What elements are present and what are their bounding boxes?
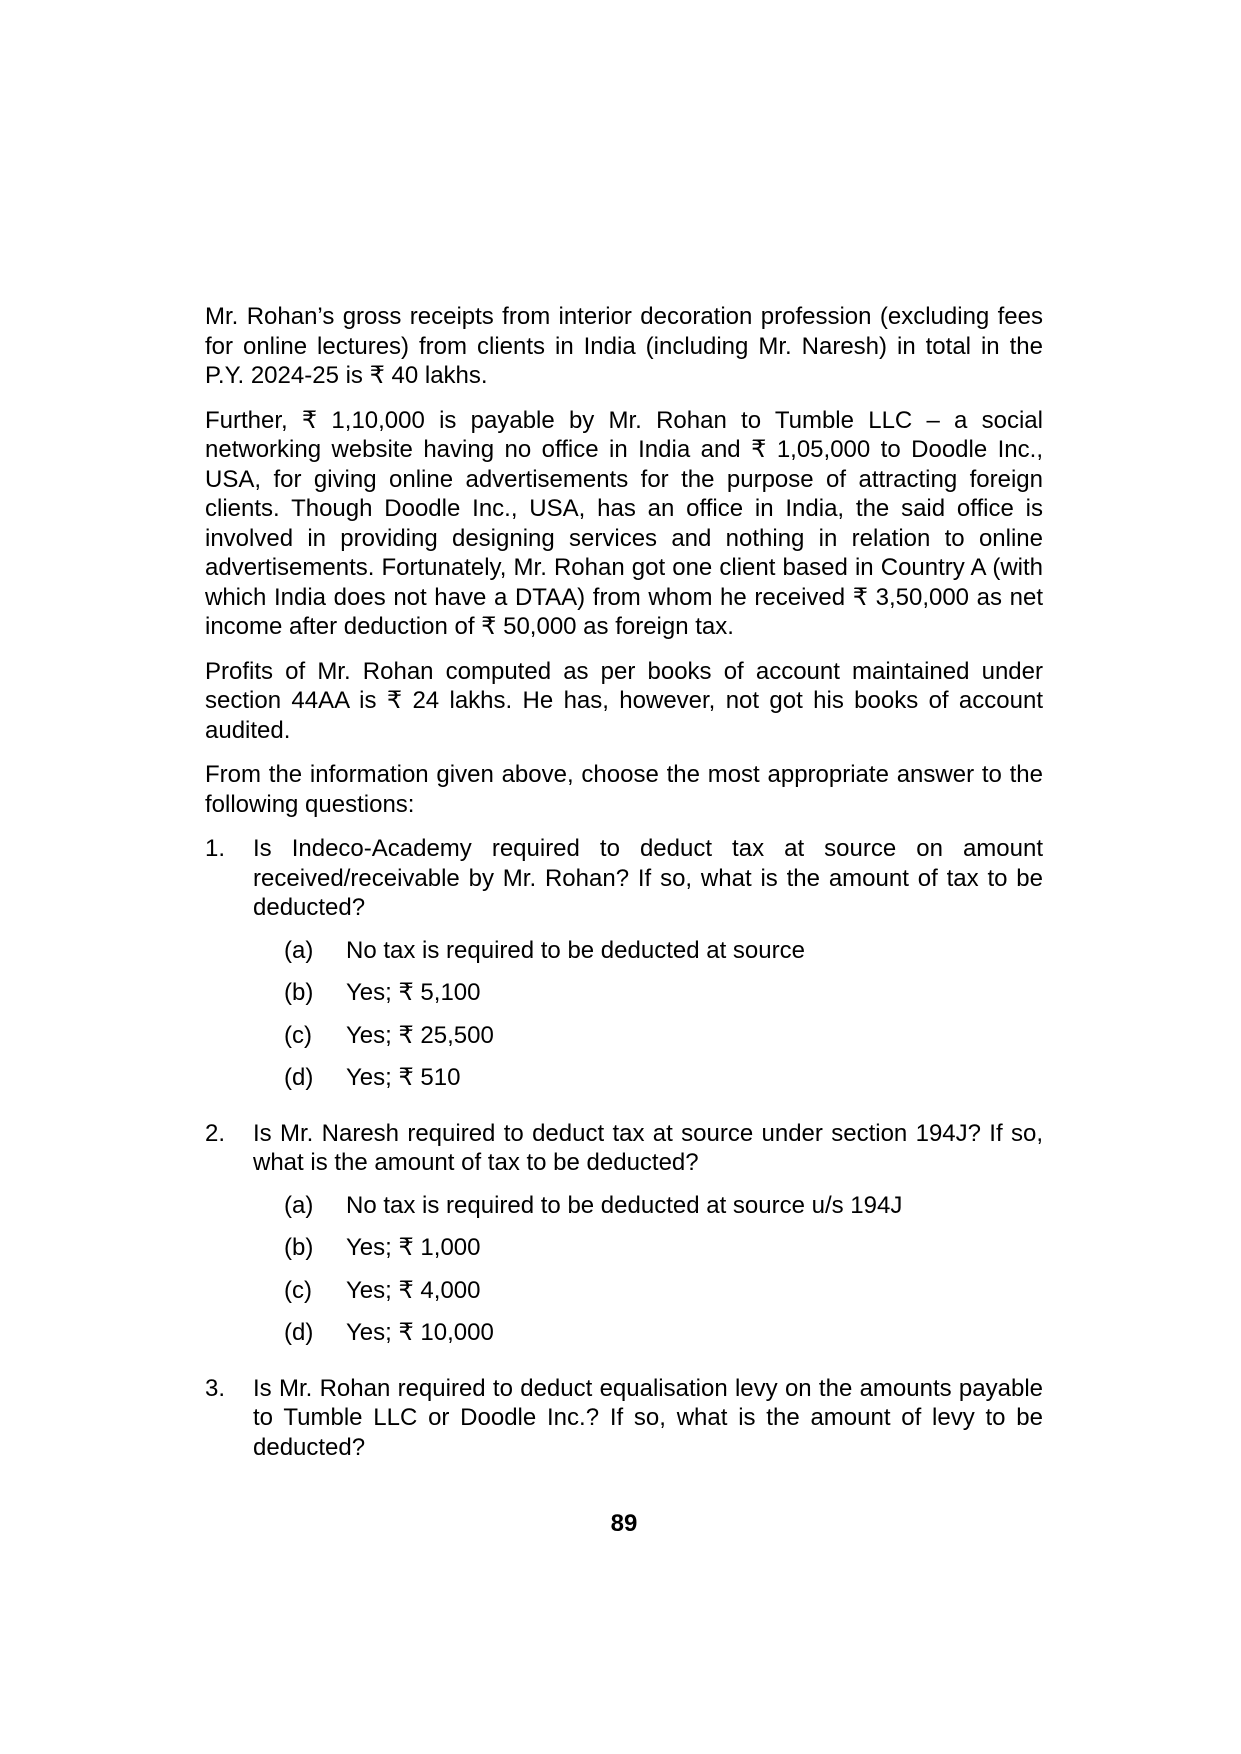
question-1 xyxy=(205,834,1043,1106)
option-text: Yes; ₹ 5,100 xyxy=(346,979,481,1006)
option-text: Yes; ₹ 10,000 xyxy=(346,1319,494,1346)
option-label: (b) xyxy=(284,979,314,1006)
question-2-text: Is Mr. Naresh required to deduct tax at source under section 194J? If so, what is the amount of tax to be deducted? xyxy=(253,1119,1043,1176)
paragraph-further-payables: Further, ₹ 1,10,000 is payable by Mr. Rohan to Tumble LLC – a social networking website having no office in India and ₹ 1,05,000 to Doodle Inc., USA, for giving online advertisements for the purpose of attracting foreign clients. Though Doodle Inc., USA, has an office in India, the said office is involved in providing designing services and nothing in relation to online advertisements. Fortunately, Mr. Rohan got one client based in Country A (with which India does not have a DTAA) from whom he received ₹ 3,50,000 as net income after deduction of ₹ 50,000 as foreign tax. xyxy=(205,406,1043,640)
option-label: (a) xyxy=(284,936,314,964)
option-label: (c) xyxy=(284,1021,312,1049)
question-1-body xyxy=(253,834,1043,1106)
question-1-number: 1. xyxy=(205,835,226,862)
question-2-body xyxy=(253,1119,1043,1361)
question-3 xyxy=(205,1374,1043,1476)
option-text: No tax is required to be deducted at source xyxy=(346,936,805,964)
option-label: (d) xyxy=(284,1319,314,1346)
option-label: (d) xyxy=(284,1064,314,1091)
page-number: 89 xyxy=(610,1510,638,1537)
paragraph-profits: Profits of Mr. Rohan computed as per books of account maintained under section 44AA is ₹ 24 lakhs. He has, however, not got his books of account audited. xyxy=(205,657,1043,744)
question-2-option-a xyxy=(284,1191,1043,1221)
question-1-text: Is Indeco-Academy required to deduct tax at source on amount received/receivable by Mr. Rohan? If so, what is the amount of tax to be deducted? xyxy=(253,835,1043,921)
question-2-number: 2. xyxy=(205,1119,226,1147)
question-3-text: Is Mr. Rohan required to deduct equalisation levy on the amounts payable to Tumble LLC or Doodle Inc.? If so, what is the amount of levy to be deducted? xyxy=(253,1374,1043,1461)
page-content xyxy=(205,302,1043,1488)
paragraph-instruction: From the information given above, choose the most appropriate answer to the following questions: xyxy=(205,761,1043,818)
option-text: No tax is required to be deducted at source u/s 194J xyxy=(346,1191,903,1219)
question-3-body xyxy=(253,1374,1043,1476)
question-2-option-b xyxy=(284,1233,1043,1263)
paragraph-gross-receipts: Mr. Rohan’s gross receipts from interior decoration profession (excluding fees for online lectures) from clients in India (including Mr. Naresh) in total in the P.Y. 2024-25 is ₹ 40 lakhs. xyxy=(205,303,1043,389)
option-label: (b) xyxy=(284,1234,314,1261)
option-text: Yes; ₹ 4,000 xyxy=(346,1276,481,1304)
question-1-option-d xyxy=(284,1063,1043,1093)
option-text: Yes; ₹ 25,500 xyxy=(346,1021,494,1049)
question-1-option-b xyxy=(284,978,1043,1008)
option-label: (a) xyxy=(284,1191,314,1219)
question-2 xyxy=(205,1119,1043,1361)
question-1-option-a xyxy=(284,936,1043,966)
question-3-number: 3. xyxy=(205,1374,226,1402)
question-2-option-c xyxy=(284,1276,1043,1306)
question-2-option-d xyxy=(284,1318,1043,1348)
option-text: Yes; ₹ 1,000 xyxy=(346,1234,481,1261)
question-1-option-c xyxy=(284,1021,1043,1051)
option-label: (c) xyxy=(284,1276,312,1304)
option-text: Yes; ₹ 510 xyxy=(346,1064,461,1091)
